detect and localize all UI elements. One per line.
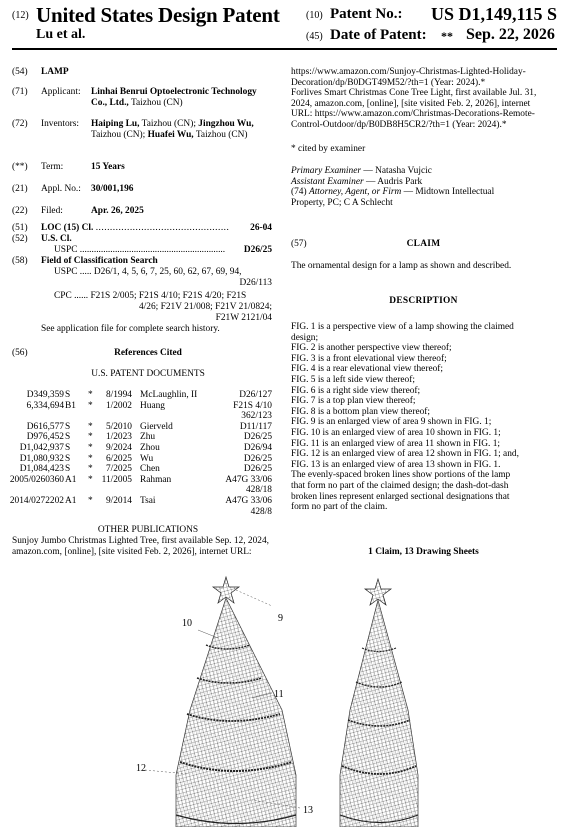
reference-row	[12, 464, 272, 475]
description-line: broken lines represent enlarged sectional designations that	[291, 491, 510, 502]
patent-number: US D1,149,115 S	[431, 4, 558, 24]
reference-name: Zhou	[140, 443, 160, 453]
reference-star: *	[88, 453, 93, 464]
reference-star: *	[88, 400, 93, 411]
description-line: FIG. 2 is another perspective view thereof;	[291, 343, 452, 354]
lamp-figure-right	[340, 579, 418, 827]
header-code-12: (12)	[12, 10, 29, 21]
fig-label-12: 12	[136, 763, 146, 774]
reference-row	[12, 443, 272, 454]
description-line: FIG. 7 is a top plan view thereof;	[291, 396, 416, 407]
reference-date: 9/2014	[105, 496, 132, 506]
reference-row	[12, 432, 272, 443]
reference-star: *	[88, 474, 93, 485]
fig-label-11: 11	[274, 689, 284, 700]
claim-text: The ornamental design for a lamp as shown and described.	[291, 261, 512, 271]
reference-kind: S	[65, 443, 71, 453]
reference-name: Zhu	[140, 432, 156, 443]
reference-row	[12, 401, 272, 412]
reference-number: D1,042,937	[19, 443, 64, 453]
reference-date: 11/2005	[101, 474, 132, 485]
description-line: FIG. 1 is a perspective view of a lamp showing the claimed	[291, 322, 514, 332]
reference-star: *	[88, 421, 93, 432]
reference-class: D26/25	[243, 453, 272, 464]
examiners-block: Primary Examiner — Natasha Vujcic Assistant Examiner — Audris Park (74) Attorney, Agent, or Firm — Midtown Intellectual Property, PC; C A Schlecht	[291, 166, 495, 208]
reference-date: 8/1994	[105, 390, 132, 400]
reference-kind: S	[65, 421, 71, 432]
description-line: The evenly-spaced broken lines show portions of the lamp	[291, 470, 511, 481]
claim-code: (57)	[291, 239, 307, 249]
description-line: FIG. 13 is an enlarged view of area 13 shown in FIG. 1.	[291, 459, 501, 470]
us-docs-title: U.S. PATENT DOCUMENTS	[91, 369, 205, 379]
cited-by-examiner: * cited by examiner	[291, 144, 366, 154]
description-line: FIG. 11 is an enlarged view of area 11 shown in FIG. 1;	[291, 438, 500, 449]
description-title: DESCRIPTION	[389, 296, 458, 306]
description-line: FIG. 9 is an enlarged view of area 9 shown in FIG. 1;	[291, 417, 492, 428]
lamp-drawing	[0, 560, 566, 827]
reference-row	[12, 390, 272, 401]
right-column-pubs: https://www.amazon.com/Sunjoy-Christmas-Lighted-Holiday- Decoration/dp/B0DGT49M52/?th=1 (Year: 2024).* Forlives Smart Christmas Cone Tree Light, first available Jul. 31, 2024, amazon.com, [online], [site visited Feb. 2, 2026], internet URL: https://www.amazon.com/Christmas-Decorations-Remote- Control-Outdoor/dp/B0DB8H5CR2/?th=1 (Year: 2024).*	[291, 67, 537, 130]
other-pub-1a: Sunjoy Jumbo Christmas Lighted Tree, first available Sep. 12, 2024,	[12, 536, 270, 546]
reference-class: A47G 33/06	[225, 474, 272, 485]
reference-name: Gierveld	[140, 421, 173, 432]
reference-row-continued	[12, 411, 272, 422]
reference-star: *	[88, 496, 93, 506]
reference-date: 6/2025	[105, 453, 132, 464]
reference-row	[12, 454, 272, 465]
reference-row	[12, 422, 272, 433]
description-line: form no part of the claim.	[291, 502, 388, 513]
reference-star: *	[88, 432, 93, 443]
reference-class: A47G 33/06	[225, 496, 272, 506]
reference-number: 6,334,694	[26, 400, 64, 411]
reference-row	[9, 496, 272, 507]
reference-star: *	[88, 390, 93, 400]
reference-class: D11/117	[239, 421, 272, 432]
description-text	[291, 322, 559, 513]
description-line: that form no part of the claimed design; the dash-dot-dash	[291, 480, 509, 491]
lamp-figure-left	[145, 577, 300, 827]
reference-number: D616,577	[26, 421, 64, 432]
reference-date: 1/2023	[105, 432, 132, 443]
reference-kind: S	[65, 432, 71, 443]
description-line: FIG. 8 is a bottom plan view thereof;	[291, 406, 431, 417]
description-line: FIG. 10 is an enlarged view of area 10 shown in FIG. 1;	[291, 427, 501, 438]
patent-date: Sep. 22, 2026	[466, 26, 555, 43]
patent-no-label: Patent No.:	[330, 6, 403, 22]
reference-kind: B1	[65, 400, 76, 411]
reference-name: Huang	[140, 400, 165, 411]
claims-sheets-summary: 1 Claim, 13 Drawing Sheets	[368, 547, 479, 557]
reference-date: 1/2002	[105, 400, 132, 411]
reference-star: *	[88, 464, 93, 475]
header-code-45: (45)	[306, 31, 323, 42]
other-pub-1b: amazon.com, [online], [site visited Feb. 2, 2026], internet URL:	[12, 547, 252, 557]
reference-kind: A1	[65, 496, 77, 506]
reference-class-continued: 428/18	[245, 485, 272, 496]
fig-label-9: 9	[278, 613, 283, 624]
reference-number: D1,084,423	[19, 464, 64, 475]
reference-star: *	[88, 443, 93, 453]
reference-class: D26/25	[243, 464, 272, 475]
reference-class-continued: 428/8	[250, 506, 272, 517]
reference-kind: S	[65, 453, 71, 464]
reference-name: Wu	[140, 453, 154, 464]
reference-class-continued: 362/123	[241, 411, 272, 422]
reference-class: F21S 4/10	[233, 400, 272, 411]
reference-row	[9, 474, 272, 486]
reference-number: D349,359	[26, 390, 64, 400]
reference-name: Chen	[140, 464, 160, 475]
date-label: Date of Patent:	[330, 27, 427, 43]
reference-date: 5/2010	[105, 421, 132, 432]
reference-class: D26/127	[239, 390, 272, 400]
fig-label-10: 10	[182, 618, 192, 629]
reference-number: 2014/0272202	[9, 496, 64, 506]
reference-number: D1,080,932	[19, 453, 64, 464]
inventor-short: Lu et al.	[36, 27, 86, 42]
reference-row-continued	[12, 507, 272, 518]
reference-row-continued	[12, 485, 272, 496]
reference-kind: S	[65, 464, 71, 475]
description-line: FIG. 3 is a front elevational view thereof;	[291, 353, 447, 364]
reference-date: 7/2025	[105, 464, 132, 475]
other-pubs-title: OTHER PUBLICATIONS	[97, 525, 199, 535]
description-line: design;	[291, 332, 319, 343]
header-code-10: (10)	[306, 10, 323, 21]
header-rule	[12, 48, 557, 50]
reference-number: D976,452	[26, 432, 64, 443]
reference-class: D26/25	[243, 432, 272, 443]
description-line: FIG. 6 is a right side view thereof;	[291, 385, 421, 396]
patent-type-title: United States Design Patent	[36, 3, 280, 27]
reference-name: Rahman	[140, 474, 172, 485]
date-mark: **	[441, 29, 453, 43]
reference-date: 9/2024	[105, 443, 132, 453]
reference-name: McLaughlin, II	[140, 390, 198, 400]
reference-kind: S	[65, 390, 71, 400]
reference-number: 2005/0260360	[9, 474, 64, 485]
description-line: FIG. 4 is a rear elevational view thereof;	[291, 364, 444, 375]
fig-label-13: 13	[303, 805, 313, 816]
description-line: FIG. 12 is an enlarged view of area 12 shown in FIG. 1; and,	[291, 449, 519, 460]
claim-title: CLAIM	[406, 239, 441, 249]
reference-name: Tsai	[140, 496, 156, 506]
description-line: FIG. 5 is a left side view thereof;	[291, 374, 415, 385]
reference-class: D26/94	[243, 443, 272, 453]
reference-kind: A1	[65, 474, 77, 485]
